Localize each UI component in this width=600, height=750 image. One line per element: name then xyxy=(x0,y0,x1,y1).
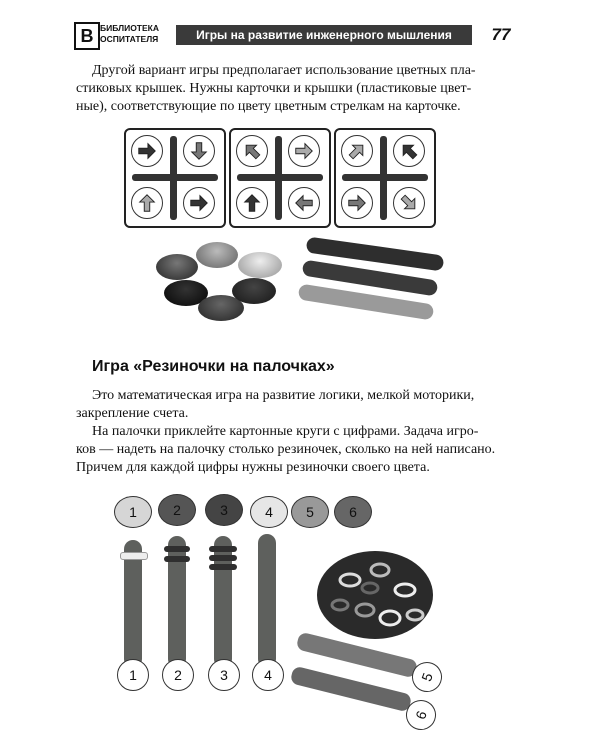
stick-label-3: 3 xyxy=(208,659,240,691)
rubber-band xyxy=(164,556,190,562)
stick-label-6: 6 xyxy=(402,696,440,734)
color-circle-3: 3 xyxy=(205,494,243,526)
up-left-arrow-icon xyxy=(393,135,425,167)
rubber-band xyxy=(120,552,148,560)
series-name: БИБЛИОТЕКА ОСПИТАТЕЛЯ xyxy=(100,23,159,44)
up-left-arrow-icon xyxy=(236,135,268,167)
cap xyxy=(156,254,198,280)
running-title: Игры на развитие инженерного мышления xyxy=(176,25,472,45)
series-logo: В xyxy=(74,22,100,50)
card-cross-horizontal xyxy=(132,174,218,181)
right-arrow-icon xyxy=(288,135,320,167)
section-title: Игра «Резиночки на палочках» xyxy=(92,358,335,375)
arrow-card xyxy=(124,128,226,228)
down-right-arrow-icon xyxy=(393,187,425,219)
color-circle-1: 1 xyxy=(114,496,152,528)
right-arrow-icon xyxy=(341,187,373,219)
color-circle-4: 4 xyxy=(250,496,288,528)
right-arrow-icon xyxy=(183,187,215,219)
color-circle-2: 2 xyxy=(158,494,196,526)
rubber-band xyxy=(209,555,237,561)
page-number: 77 xyxy=(491,25,511,44)
arrow-card xyxy=(334,128,436,228)
stick-4 xyxy=(258,534,276,668)
stick-label-5: 5 xyxy=(408,658,446,696)
left-arrow-icon xyxy=(288,187,320,219)
color-circle-6: 6 xyxy=(334,496,372,528)
stick-label-1: 1 xyxy=(117,659,149,691)
rubber-band xyxy=(164,546,190,552)
card-cross-horizontal xyxy=(237,174,323,181)
cap xyxy=(196,242,238,268)
right-arrow-icon xyxy=(131,135,163,167)
color-circle-5: 5 xyxy=(291,496,329,528)
section-paragraph: Это математическая игра на развитие логики, мелкой моторики, закрепление счета. На палочки приклейте картонные круги с цифрами. Задача игро- ков — надеть на палочку столько резиночек, сколько на ней написано. Причем для каждой цифры нужны резиночки своего цвета. xyxy=(76,388,496,475)
cap xyxy=(238,252,282,278)
cap xyxy=(232,278,276,304)
arrow-card xyxy=(229,128,331,228)
card-cross-horizontal xyxy=(342,174,428,181)
up-arrow-icon xyxy=(236,187,268,219)
page-header xyxy=(74,22,526,48)
stick-label-2: 2 xyxy=(162,659,194,691)
up-arrow-icon xyxy=(131,187,163,219)
up-right-arrow-icon xyxy=(341,135,373,167)
stick-label-4: 4 xyxy=(252,659,284,691)
rubber-bands-pile xyxy=(310,540,440,650)
down-arrow-icon xyxy=(183,135,215,167)
rubber-band xyxy=(209,546,237,552)
rubber-band xyxy=(209,564,237,570)
intro-paragraph: Другой вариант игры предполагает использование цветных пла- стиковых крышек. Нужны карточки и крышки (пластиковые цвет- ные), соответствующие по цвету цветным стрелкам на карточке. xyxy=(76,63,476,114)
